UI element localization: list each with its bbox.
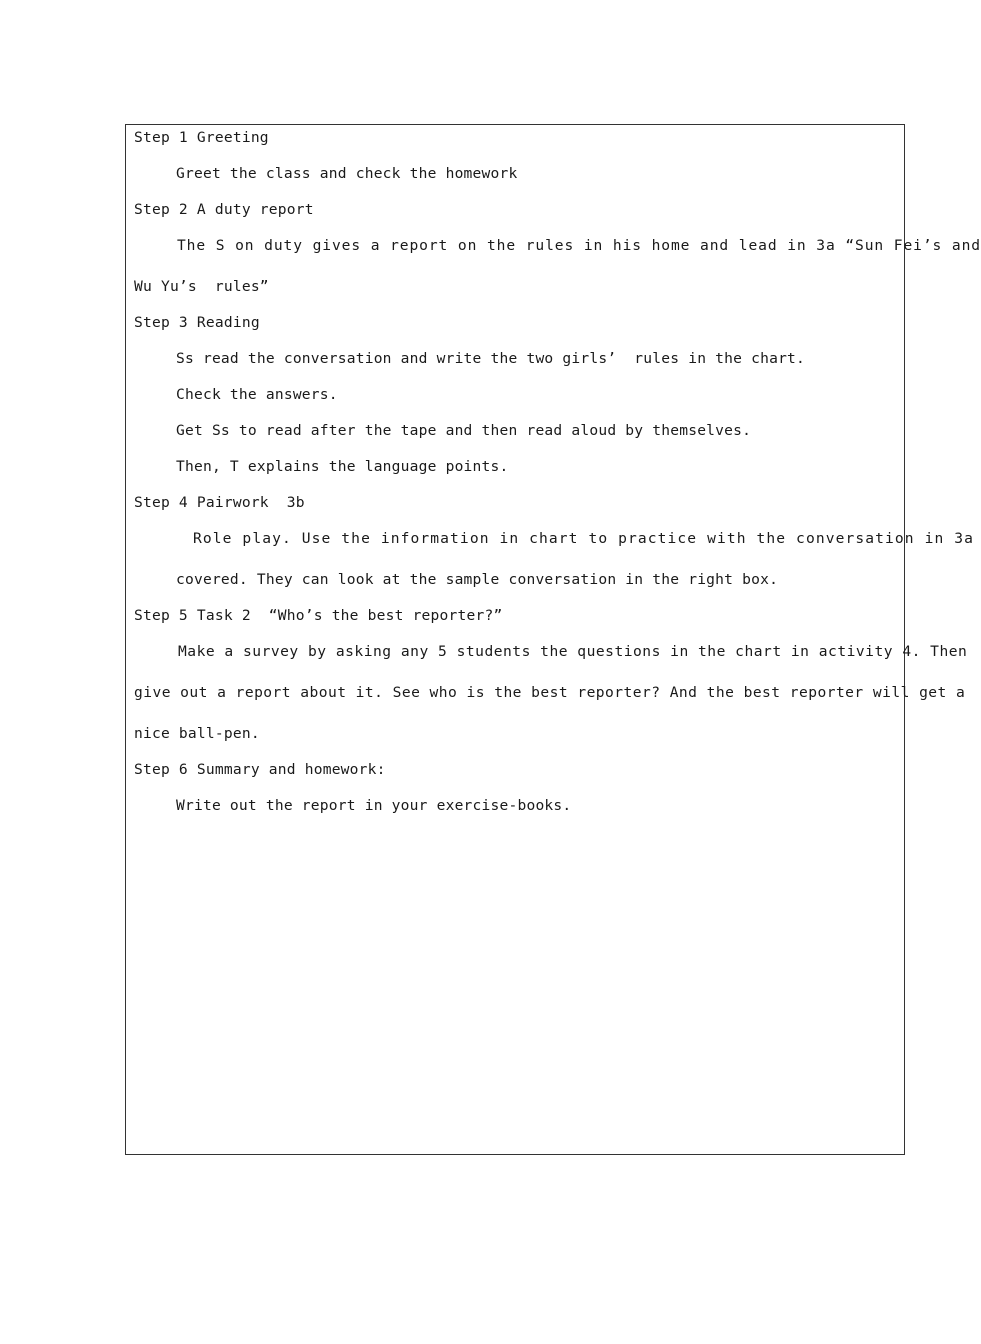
step-5-line-3: nice ball-pen. [134, 725, 260, 742]
step-1-title: Step 1 Greeting [134, 129, 269, 146]
step-2-line-1: The S on duty gives a report on the rules in his home and lead in 3a “Sun Fei’s and [177, 237, 981, 254]
step-3-line-3: Get Ss to read after the tape and then read aloud by themselves. [176, 422, 752, 439]
step-3-title: Step 3 Reading [134, 314, 260, 331]
step-3-line-2: Check the answers. [176, 386, 338, 403]
step-4-line-2: covered. They can look at the sample conversation in the right box. [176, 571, 779, 588]
step-6-title: Step 6 Summary and homework: [134, 761, 386, 778]
step-5-line-2: give out a report about it. See who is the best reporter? And the best reporter will get a [134, 684, 966, 701]
step-5-line-1: Make a survey by asking any 5 students the questions in the chart in activity 4. Then [178, 643, 968, 660]
step-2-line-2: Wu Yu’s rules” [134, 278, 269, 295]
step-4-line-1: Role play. Use the information in chart to practice with the conversation in 3a [193, 530, 975, 547]
step-1-line-1: Greet the class and check the homework [176, 165, 518, 182]
step-4-title: Step 4 Pairwork 3b [134, 494, 305, 511]
step-6-line-1: Write out the report in your exercise-books. [176, 797, 572, 814]
step-5-title: Step 5 Task 2 “Who’s the best reporter?” [134, 607, 503, 624]
step-2-title: Step 2 A duty report [134, 201, 314, 218]
step-3-line-1: Ss read the conversation and write the two girls’ rules in the chart. [176, 350, 806, 367]
step-3-line-4: Then, T explains the language points. [176, 458, 509, 475]
